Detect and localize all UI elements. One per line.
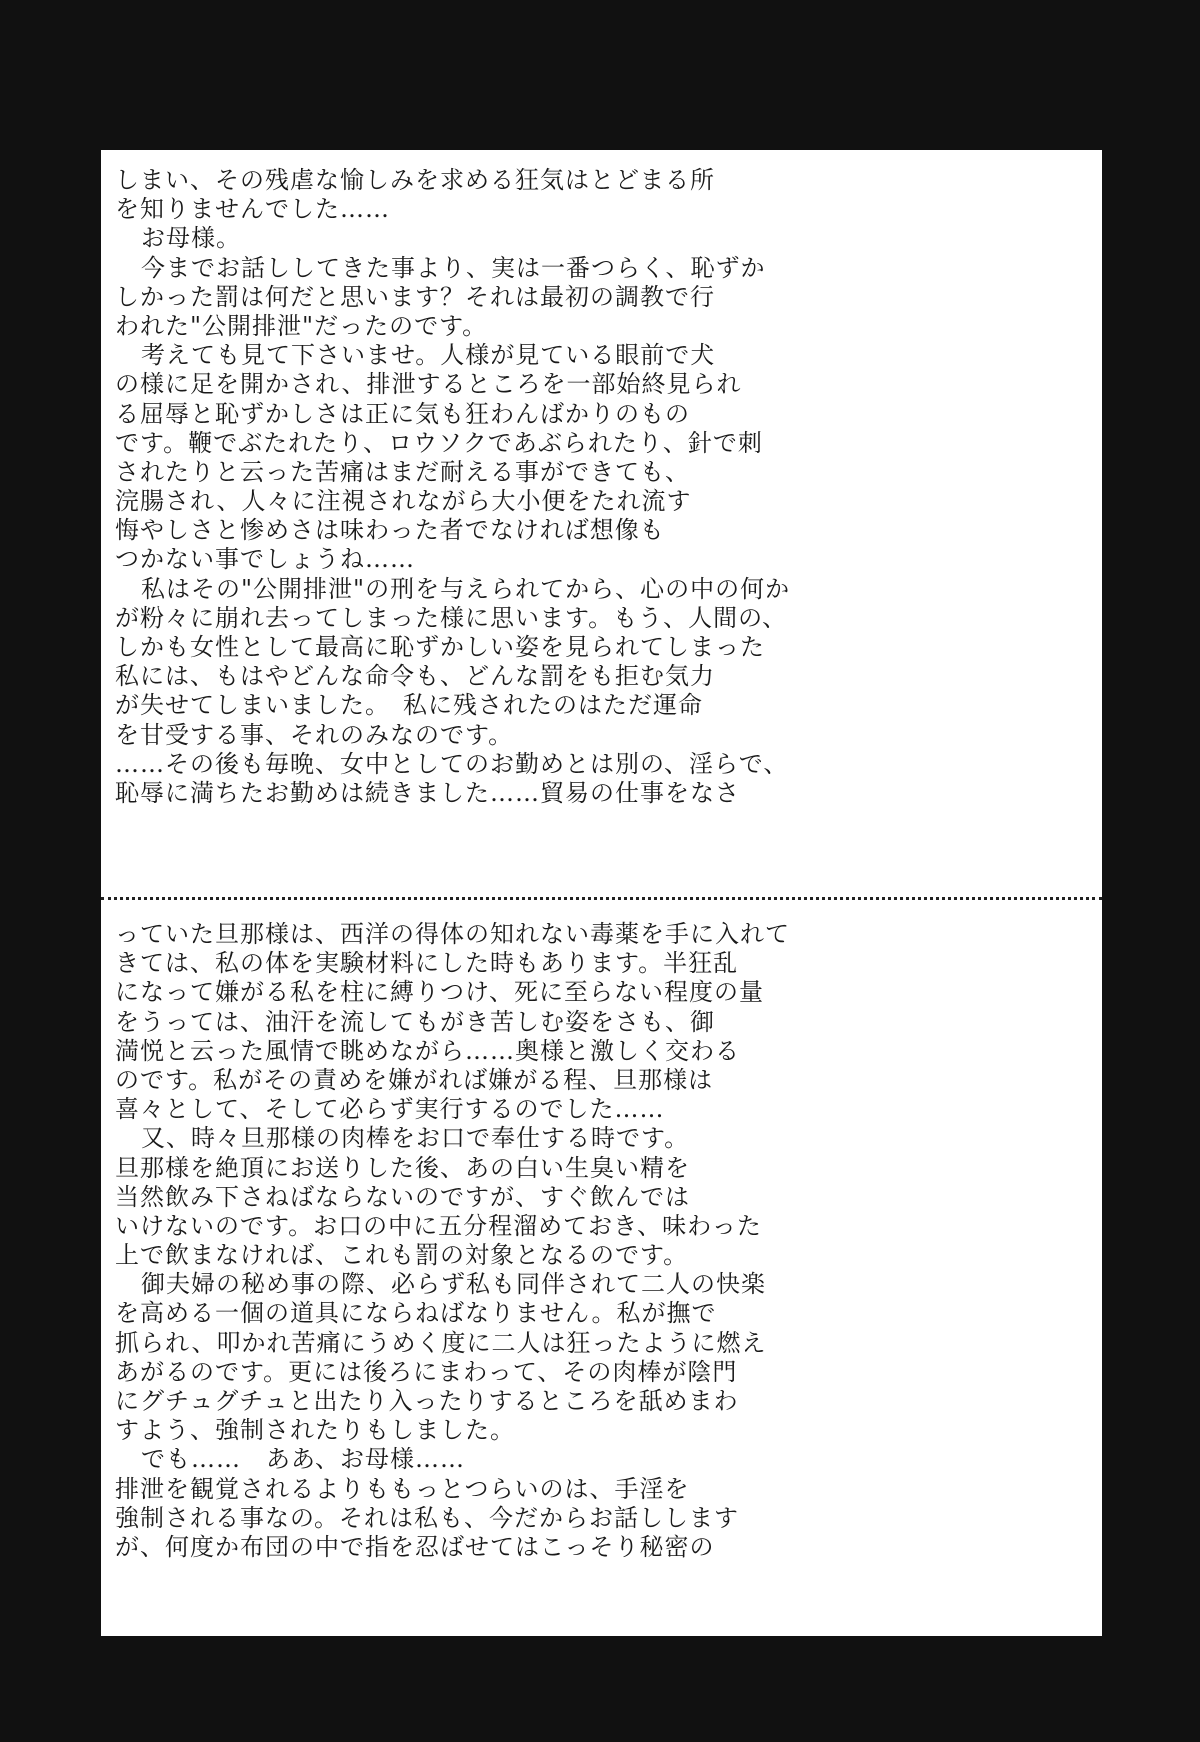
text-line: 排泄を観覚されるよりももっとつらいのは、手淫を — [115, 1474, 690, 1503]
text-line: 恥辱に満ちたお勤めは続きました……貿易の仕事をなさ — [115, 778, 740, 807]
text-line: 上で飲まなければ、これも罰の対象となるのです。 — [115, 1241, 689, 1270]
text-line: しかも女性として最高に恥ずかしい姿を見られてしまった — [115, 633, 765, 661]
text-line: をうっては、油汗を流してもがき苦しむ姿をさも、御 — [115, 1007, 715, 1036]
text-line: の様に足を開かされ、排泄するところを一部始終見られ — [115, 370, 742, 399]
text-line: 抓られ、叩かれ苦痛にうめく度に二人は狂ったように燃え — [115, 1328, 767, 1357]
text-line: を高める一個の道具にならねばなりません。私が撫で — [115, 1299, 717, 1328]
text-line: にグチュグチュと出たり入ったりするところを舐めまわ — [115, 1387, 739, 1415]
text-line: です。鞭でぶたれたり、ロウソクであぶられたり、針で刺 — [115, 428, 763, 457]
text-line: が、何度か布団の中で指を忍ばせてはこっそり秘密の — [115, 1532, 715, 1561]
text-line: 今までお話ししてきた事より、実は一番つらく、恥ずか — [141, 253, 766, 282]
text-line: が失せてしまいました。 私に残されたのはただ運命 — [115, 691, 703, 720]
text-line: を知りませんでした…… — [115, 195, 390, 224]
text-line: われた"公開排泄"だったのです。 — [115, 311, 488, 340]
text-line: 強制される事なの。それは私も、今だからお話しします — [115, 1503, 740, 1532]
dotted-divider — [101, 897, 1102, 900]
text-line: 旦那様を絶頂にお送りした後、あの白い生臭い精を — [115, 1153, 690, 1182]
text-line: る屈辱と恥ずかしさは正に気も狂わんばかりのもの — [115, 399, 690, 428]
text-line: お母様。 — [141, 224, 241, 253]
text-line: 喜々として、そして必らず実行するのでした…… — [115, 1095, 665, 1124]
text-line: 満悦と云った風情で眺めながら……奥様と激しく交わる — [115, 1036, 740, 1065]
text-line: でも…… ああ、お母様…… — [141, 1445, 466, 1474]
text-line: 浣腸され、人々に注視されながら大小便をたれ流す — [115, 487, 692, 516]
text-line: ……その後も毎晩、女中としてのお勤めとは別の、淫らで、 — [115, 749, 789, 778]
text-line: 当然飲み下さねばならないのですが、すぐ飲んでは — [115, 1182, 690, 1211]
text-line: 私はその"公開排泄"の刑を与えられてから、心の中の何か — [141, 574, 791, 603]
handwritten-page — [101, 150, 1102, 1636]
text-line: つかない事でしょうね…… — [115, 545, 415, 574]
text-line: のです。私がその責めを嫌がれば嫌がる程、旦那様は — [115, 1065, 714, 1094]
text-line: 又、時々旦那様の肉棒をお口で奉仕する時です。 — [141, 1124, 690, 1153]
top-text-section — [115, 166, 1088, 886]
bottom-text-section — [115, 920, 1088, 1626]
text-line: いけないのです。お口の中に五分程溜めておき、味わった — [115, 1211, 762, 1240]
text-line: 悔やしさと惨めさは味わった者でなければ想像も — [115, 516, 665, 545]
text-line: しまい、その残虐な愉しみを求める狂気はとどまる所 — [115, 166, 715, 194]
text-line: が粉々に崩れ去ってしまった様に思います。もう、人間の、 — [115, 603, 788, 632]
text-line: 私には、もはやどんな命令も、どんな罰をも拒む気力 — [115, 662, 715, 691]
text-line: あがるのです。更には後ろにまわって、その肉棒が陰門 — [115, 1357, 738, 1386]
text-line: しかった罰は何だと思います？それは最初の調教で行 — [115, 282, 715, 311]
text-line: されたりと云った苦痛はまだ耐える事ができても、 — [115, 457, 690, 486]
text-line: を甘受する事、それのみなのです。 — [115, 720, 514, 749]
text-line: きては、私の体を実験材料にした時もあります。半狂乱 — [115, 949, 739, 978]
text-line: すよう、強制されたりもしました。 — [115, 1416, 515, 1445]
text-line: っていた旦那様は、西洋の得体の知れない毒薬を手に入れて — [115, 920, 790, 948]
text-line: になって嫌がる私を柱に縛りつけ、死に至らない程度の量 — [115, 978, 765, 1007]
text-line: 御夫婦の秘め事の際、必らず私も同伴されて二人の快楽 — [141, 1270, 766, 1299]
text-line: 考えても見て下さいませ。人様が見ている眼前で犬 — [141, 341, 716, 370]
